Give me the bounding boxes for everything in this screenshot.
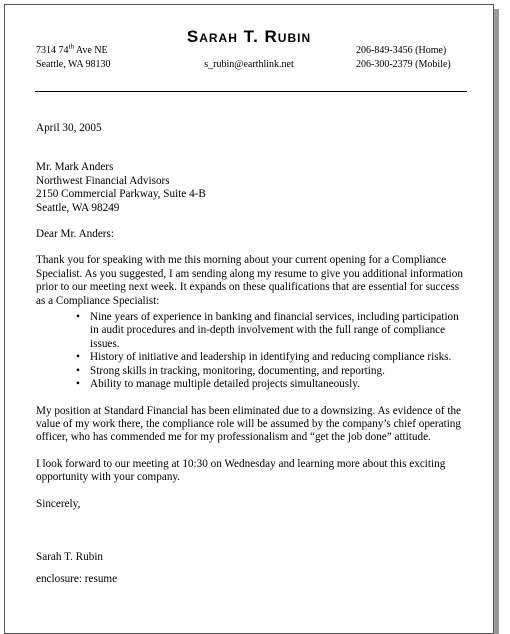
header-divider [35, 91, 467, 92]
letter-page [4, 4, 494, 634]
paragraph-closing: I look forward to our meeting at 10:30 on Wednesday and learning more about this exciting opportunity with your company. [36, 457, 446, 484]
paragraph-intro: Thank you for speaking with me this morning about your current opening for a Compliance Specialist. As you suggested, I am sending along my resume to give you additional information prior to our meeting next week. It expands on these qualifications that are essential for success as a Compliance Specialist: [36, 254, 463, 307]
sender-email: s_rubin@earthlink.net [204, 59, 294, 70]
sender-name: Sarah T. Rubin [186, 27, 312, 46]
address-street: 7314 74th Ave NE [36, 42, 108, 56]
signature-name: Sarah T. Rubin [36, 550, 104, 563]
recipient-block [36, 161, 466, 215]
salutation: Dear Mr. Anders: [36, 228, 114, 241]
closing: Sincerely, [36, 497, 81, 510]
paragraph-downsizing: My position at Standard Financial has been eliminated due to a downsizing. As evidence of the value of my work there, the compliance role will be assumed by the company’s chief operating officer, who has commended me for my professionalism and “get the job done” attitude. [36, 404, 462, 444]
phone-mobile: 206-300-2379 (Mobile) [356, 59, 451, 70]
recipient-line: 2150 Commercial Parkway, Suite 4-B [36, 188, 206, 201]
enclosure-note: enclosure: resume [36, 573, 118, 586]
list-item: • Strong skills in tracking, monitoring, documenting, and reporting. [90, 365, 466, 378]
list-item: • History of initiative and leadership in identifying and reducing compliance risks. [90, 351, 466, 364]
list-item: • Ability to manage multiple detailed projects simultaneously. [90, 378, 466, 391]
address-city: Seattle, WA 98130 [36, 59, 111, 70]
letter-date: April 30, 2005 [36, 122, 102, 134]
phone-home: 206-849-3456 (Home) [356, 45, 447, 56]
recipient-line: Seattle, WA 98249 [36, 201, 120, 214]
recipient-line: Mr. Mark Anders [36, 161, 114, 174]
list-item: • Nine years of experience in banking and financial services, including participation in audit procedures and in-depth involvement with the full range of compliance issues. [90, 311, 466, 351]
letter-body [36, 122, 466, 587]
sender-phones [356, 44, 451, 72]
recipient-line: Northwest Financial Advisors [36, 174, 170, 187]
qualifications-list [36, 311, 466, 391]
